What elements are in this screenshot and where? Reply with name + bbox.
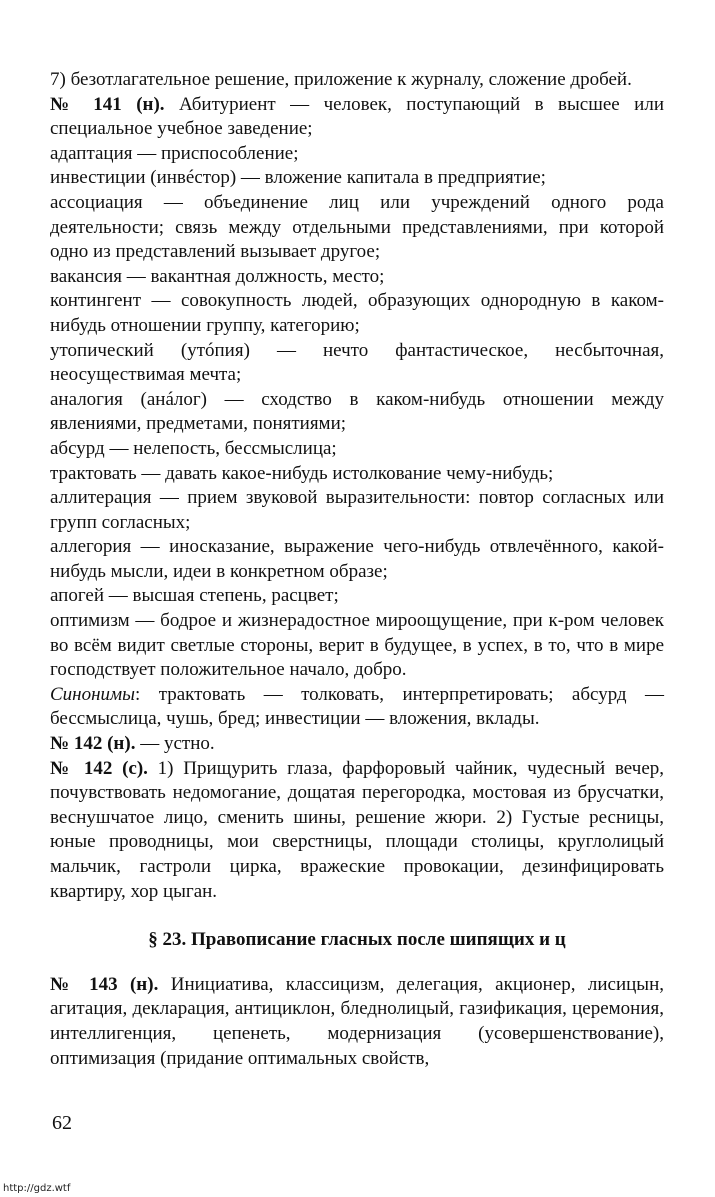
definition-kontingent: контингент — совокупность людей, образующих однородную в каком-нибудь отношении группу, категорию; [50, 290, 664, 336]
definition-optimizm: оптимизм — бодрое и жизнерадостное мироощущение, при к-ром человек во всём видит светлые стороны, верит в будущее, в успех, в то, что в мире господствует положительное начало, добро. [50, 610, 664, 681]
exercise-142-n [50, 732, 664, 757]
definition-allegoriya: аллегория — иносказание, выражение чего-нибудь отвлечённого, какой-нибудь мысли, идеи в конкретном образе; [50, 536, 664, 582]
exercise-141 [50, 93, 664, 142]
section-heading: § 23. Правописание гласных после шипящих и ц [148, 929, 566, 951]
definition-utopicheskiy: утопический (утóпия) — нечто фантастическое, несбыточная, неосуществимая мечта; [50, 339, 664, 386]
synonyms-text: : трактовать — толковать, интерпретировать; абсурд — бессмыслица, чушь, бред; инвестиции — вложения, вклады. [50, 683, 664, 730]
definition-apogey: апогей — высшая степень, расцвет; [50, 585, 339, 607]
definition-absurd: абсурд — нелепость, бессмыслица; [50, 437, 337, 459]
exercise-number: № 141 (н). [50, 93, 165, 115]
synonyms-label: Синонимы [50, 683, 136, 705]
exercise-number: № 143 (н). [50, 973, 159, 995]
definition-associaciya: ассоциация — объединение лиц или учреждений одного рода деятельности; связь между отдельными представлениями, при которой одно из представлений вызывает другое; [50, 191, 664, 263]
paragraph-item-7 [50, 68, 664, 93]
paragraph-text: 7) безотлагательное решение, приложение к журналу, сложение дробей. [50, 69, 632, 90]
definition-vakansiya: вакансия — вакантная должность, место; [50, 265, 385, 287]
synonyms [50, 683, 664, 732]
definition-analogiya: аналогия (анáлог) — сходство в каком-нибудь отношении между явлениями, предметами, понятиями; [50, 388, 664, 435]
exercise-142-s [50, 757, 664, 905]
page-text [50, 68, 664, 1071]
watermark-url: http://gdz.wtf [3, 1183, 71, 1194]
definition-traktovat: трактовать — давать какое-нибудь истолкование чему-нибудь; [50, 462, 554, 484]
definition-adaptaciya: адаптация — приспособление; [50, 142, 299, 164]
exercise-number: № 142 (с). [50, 757, 148, 779]
exercise-text: — устно. [135, 733, 215, 755]
page-number: 62 [52, 1112, 72, 1134]
exercise-143 [50, 973, 664, 1071]
exercise-number: № 142 (н). [50, 733, 136, 755]
exercise-text: Инициатива, классицизм, делегация, акционер, лисицын, агитация, декларация, антициклон, бледнолицый, газификация, церемония, интеллигенция, цепенеть, модернизация (усовершенствование), оптимизация (придание оптимальных свойств, [50, 973, 664, 1069]
definition-investicii: инвестиции (инвéстор) — вложение капитала в предприятие; [50, 167, 546, 189]
definition-alliteraciya: аллитерация — прием звуковой выразительности: повтор согласных или групп согласных; [50, 487, 664, 533]
exercise-text: 1) Прищурить глаза, фарфоровый чайник, чудесный вечер, почувствовать недомогание, дощатая перегородка, мостовая из брусчатки, веснушчатое лицо, сменить шины, решение жюри. 2) Густые ресницы, юные проводницы, мои сверстницы, площади столицы, круглолицый мальчик, гастроли цирка, вражеские провокации, дезинфицировать квартиру, хор цыган. [50, 757, 665, 902]
exercise-text: Абитуриент — человек, поступающий в высшее или специальное учебное заведение; [50, 93, 664, 140]
